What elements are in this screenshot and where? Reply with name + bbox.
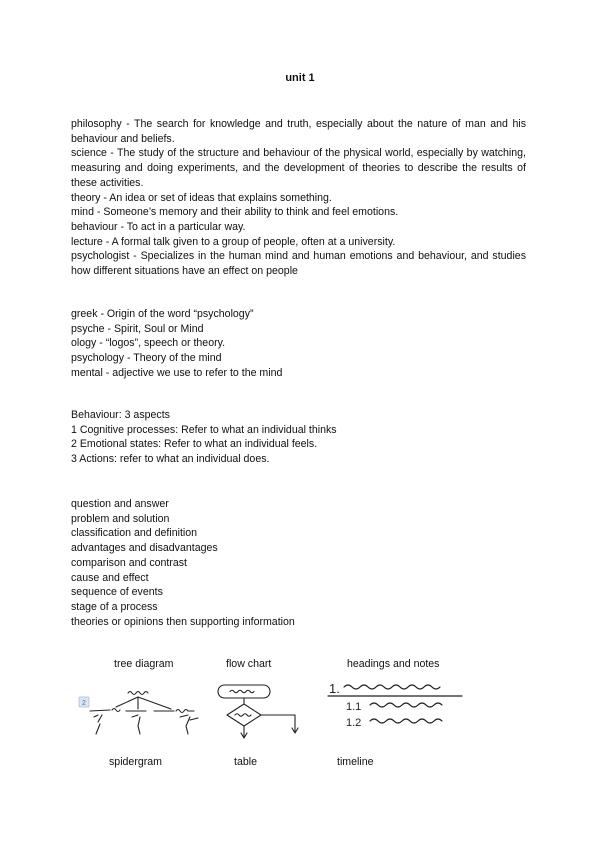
flow-branch-right [261,715,295,732]
etymology-item: mental - adjective we use to refer to the mind [71,366,283,379]
subheading-scribble [370,719,442,723]
behaviour-item: 1 Cognitive processes: Refer to what an individual thinks [71,423,337,436]
tree-second-level [90,709,194,713]
flow-start-scribble [230,690,254,693]
tree-root-scribble [128,692,148,695]
pattern-item: question and answer [71,498,169,510]
definitions-list [71,117,526,279]
etymology-item: psyche - Spirit, Soul or Mind [71,322,204,335]
behaviour-item: 3 Actions: refer to what an individual does. [71,453,270,466]
definition-item: science - The study of the structure and behaviour of the physical world, especially by watching, measuring and doing experiments, and the development of theories to describe the results of these activities. [71,147,526,189]
patterns-list [71,497,526,629]
pattern-item: comparison and contrast [71,556,188,569]
etymology-list [71,307,526,381]
tree-diagram-sketch [76,684,206,742]
pattern-item: cause and effect [71,571,149,584]
subheading-number: 1.2 [346,717,362,729]
flow-chart-sketch [213,682,303,744]
etymology-item: ology - “logos”, speech or theory. [71,337,226,350]
pattern-item: stage of a process [71,600,158,613]
flow-decision-diamond [227,704,261,726]
pattern-item: advantages and disadvantages [71,542,218,555]
table-label: table [234,756,257,768]
definition-item: philosophy - The search for knowledge and truth, especially about the nature of man and his behaviour and beliefs. [71,118,526,145]
definition-item: lecture - A formal talk given to a group of people, often at a university. [71,235,396,248]
heading-number: 1. [329,681,340,696]
tree-badge-text: 2 [82,700,86,707]
behaviour-section [71,408,526,467]
tree-diagram-label: tree diagram [114,658,174,670]
subheading-scribble [370,703,442,707]
page-title: unit 1 [285,72,315,84]
pattern-item: classification and definition [71,527,198,540]
timeline-label: timeline [337,756,374,768]
definition-item: mind - Someone’s memory and their ability to think and feel emotions. [71,206,399,219]
spidergram-label: spidergram [109,756,162,768]
headings-and-notes-sketch [326,678,466,732]
pattern-item: sequence of events [71,586,163,599]
flow-chart-label: flow chart [226,658,272,670]
etymology-item: greek - Origin of the word “psychology” [71,308,254,320]
definition-item: behaviour - To act in a particular way. [71,220,246,233]
tree-leaf-left [94,715,102,734]
pattern-item: theories or opinions then supporting information [71,615,295,628]
heading-scribble [344,685,440,689]
behaviour-item: 2 Emotional states: Refer to what an individual feels. [71,438,318,451]
flow-start-terminal [218,685,270,698]
definition-item: theory - An idea or set of ideas that explains something. [71,191,332,204]
pattern-item: problem and solution [71,512,170,525]
etymology-item: psychology - Theory of the mind [71,352,222,365]
behaviour-heading: Behaviour: 3 aspects [71,409,170,421]
subheading-number: 1.1 [346,701,362,713]
tree-leaf-mid [132,715,140,734]
flow-decision-scribble [235,714,251,717]
tree-branches [116,697,171,709]
tree-leaf-right [180,715,198,734]
headings-and-notes-label: headings and notes [347,658,440,670]
definition-item: psychologist - Specializes in the human mind and human emotions and behaviour, and studies how different situations have an effect on people [71,250,526,278]
